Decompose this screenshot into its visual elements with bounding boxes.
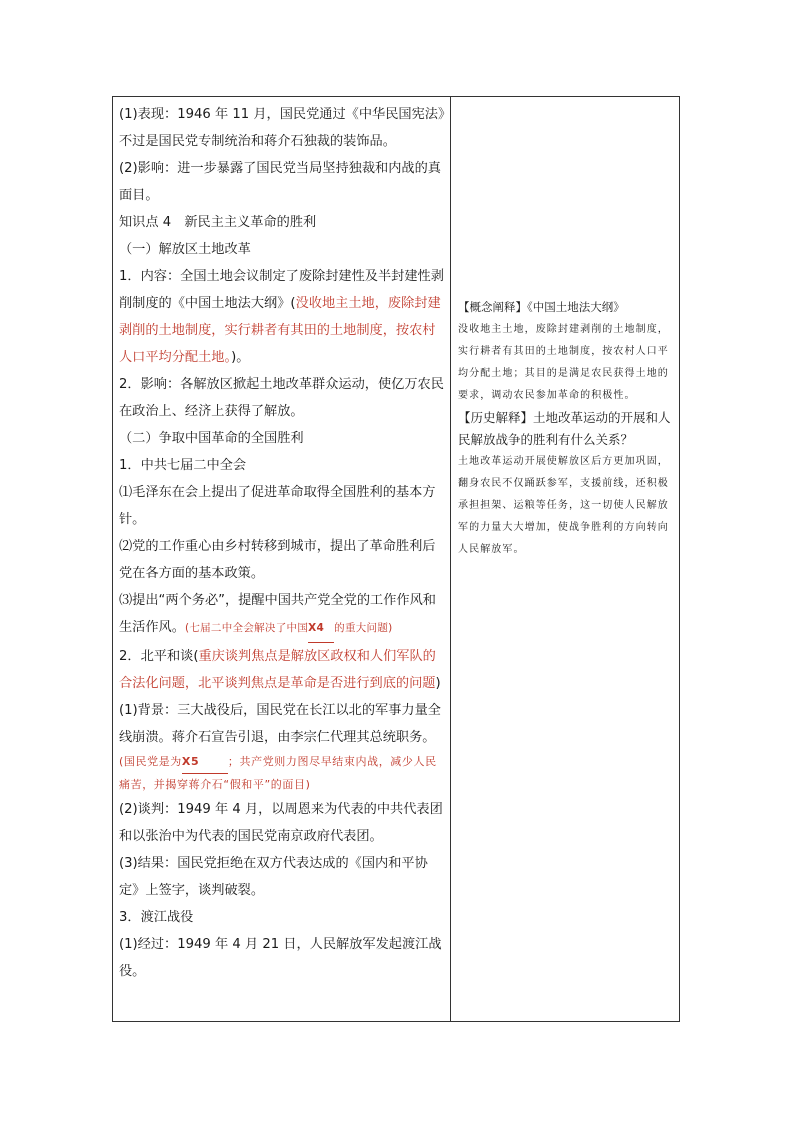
land-content-highlight: 没收地主土地，废除封建剥削的土地制度，实行耕者有其田的土地制度，按农村人口平均分配土地。 xyxy=(119,296,441,365)
right-column xyxy=(451,97,679,1021)
blank-x4[interactable]: X4 xyxy=(308,615,334,643)
para-land-impact: 2．影响：各解放区掀起土地改革群众运动，使亿万农民在政治上、经济上获得了解放。 xyxy=(119,377,444,419)
para-land-content: 1．内容：全国土地会议制定了废除封建性及半封建性剥削制度的《中国土地法大纲》(没收地主土地，废除封建剥削的土地制度，实行耕者有其田的土地制度，按农村人口平均分配土地。)。 xyxy=(119,269,444,365)
item-result: (3)结果：国民党拒绝在双方代表达成的《国内和平协定》上签字，谈判破裂。 xyxy=(119,856,428,898)
item-plenum-3: ⑶提出“两个务必”，提醒中国共产党全党的工作作风和生活作风。(七届二中全会解决了中国X4 的重大问题) xyxy=(119,587,446,643)
item-negotiation: (2)谈判：1949 年 4 月，以周恩来为代表的中共代表团和以张治中为代表的国民党南京政府代表团。 xyxy=(119,802,443,844)
para-impact: (2)影响：进一步暴露了国民党当局坚持独裁和内战的真面目。 xyxy=(119,161,441,203)
item-background: (1)背景：三大战役后，国民党在长江以北的军事力量全线崩溃。蒋介石宣告引退，由李宗仁代理其总统职务。 xyxy=(119,703,441,745)
heading-river-crossing: 3．渡江战役 xyxy=(119,910,194,925)
item-river-crossing: (1)经过：1949 年 4 月 21 日，人民解放军发起渡江战役。 xyxy=(119,937,442,979)
item-plenum-2: ⑵党的工作重心由乡村转移到城市，提出了革命胜利后党在各方面的基本政策。 xyxy=(119,539,436,581)
heading-second-plenum: 1．中共七届二中全会 xyxy=(119,458,247,473)
history-heading: 【历史解释】土地改革运动的开展和人民解放战争的胜利有什么关系？ xyxy=(458,409,671,447)
section-land-reform: （一）解放区土地改革 xyxy=(119,242,251,257)
background-note: (国民党是为X5 ；共产党则力图尽早结束内战，减少人民痛苦，并揭穿蒋介石“假和平”的面目) xyxy=(119,751,446,796)
section-national-victory: （二）争取中国革命的全国胜利 xyxy=(119,431,304,446)
talks-highlight: 重庆谈判焦点是解放区政权和人们军队的合法化问题，北平谈判焦点是革命是否进行到底的问题 xyxy=(119,649,436,691)
left-column xyxy=(113,97,451,1021)
concept-body: 没收地主土地，废除封建剥削的土地制度，实行耕者有其田的土地制度，按农村人口平均分配土地；其目的是满足农民获得土地的要求，调动农民参加革命的积极性。 xyxy=(458,323,669,401)
para-performance: (1)表现：1946 年 11 月，国民党通过《中华民国宪法》不过是国民党专制统治和蒋介石独裁的装饰品。 xyxy=(119,107,445,149)
blank-x5[interactable]: X5 xyxy=(182,751,228,774)
plenum-note: (七届二中全会解决了中国X4 的重大问题) xyxy=(185,622,393,634)
content-table xyxy=(112,96,680,1022)
concept-heading: 【概念阐释】《中国土地法大纲》 xyxy=(458,300,625,314)
heading-peiping-talks: 2．北平和谈(重庆谈判焦点是解放区政权和人们军队的合法化问题，北平谈判焦点是革命是否进行到底的问题) xyxy=(119,649,441,691)
history-body: 土地改革运动开展使解放区后方更加巩固，翻身农民不仅踊跃参军，支援前线，还积极承担担架、运粮等任务，这一切使人民解放军的力量大大增加，使战争胜利的方向转向人民解放军。 xyxy=(458,455,669,555)
knowledge-point-4: 知识点 4 新民主主义革命的胜利 xyxy=(119,215,317,230)
item-plenum-1: ⑴毛泽东在会上提出了促进革命取得全国胜利的基本方针。 xyxy=(119,485,436,527)
